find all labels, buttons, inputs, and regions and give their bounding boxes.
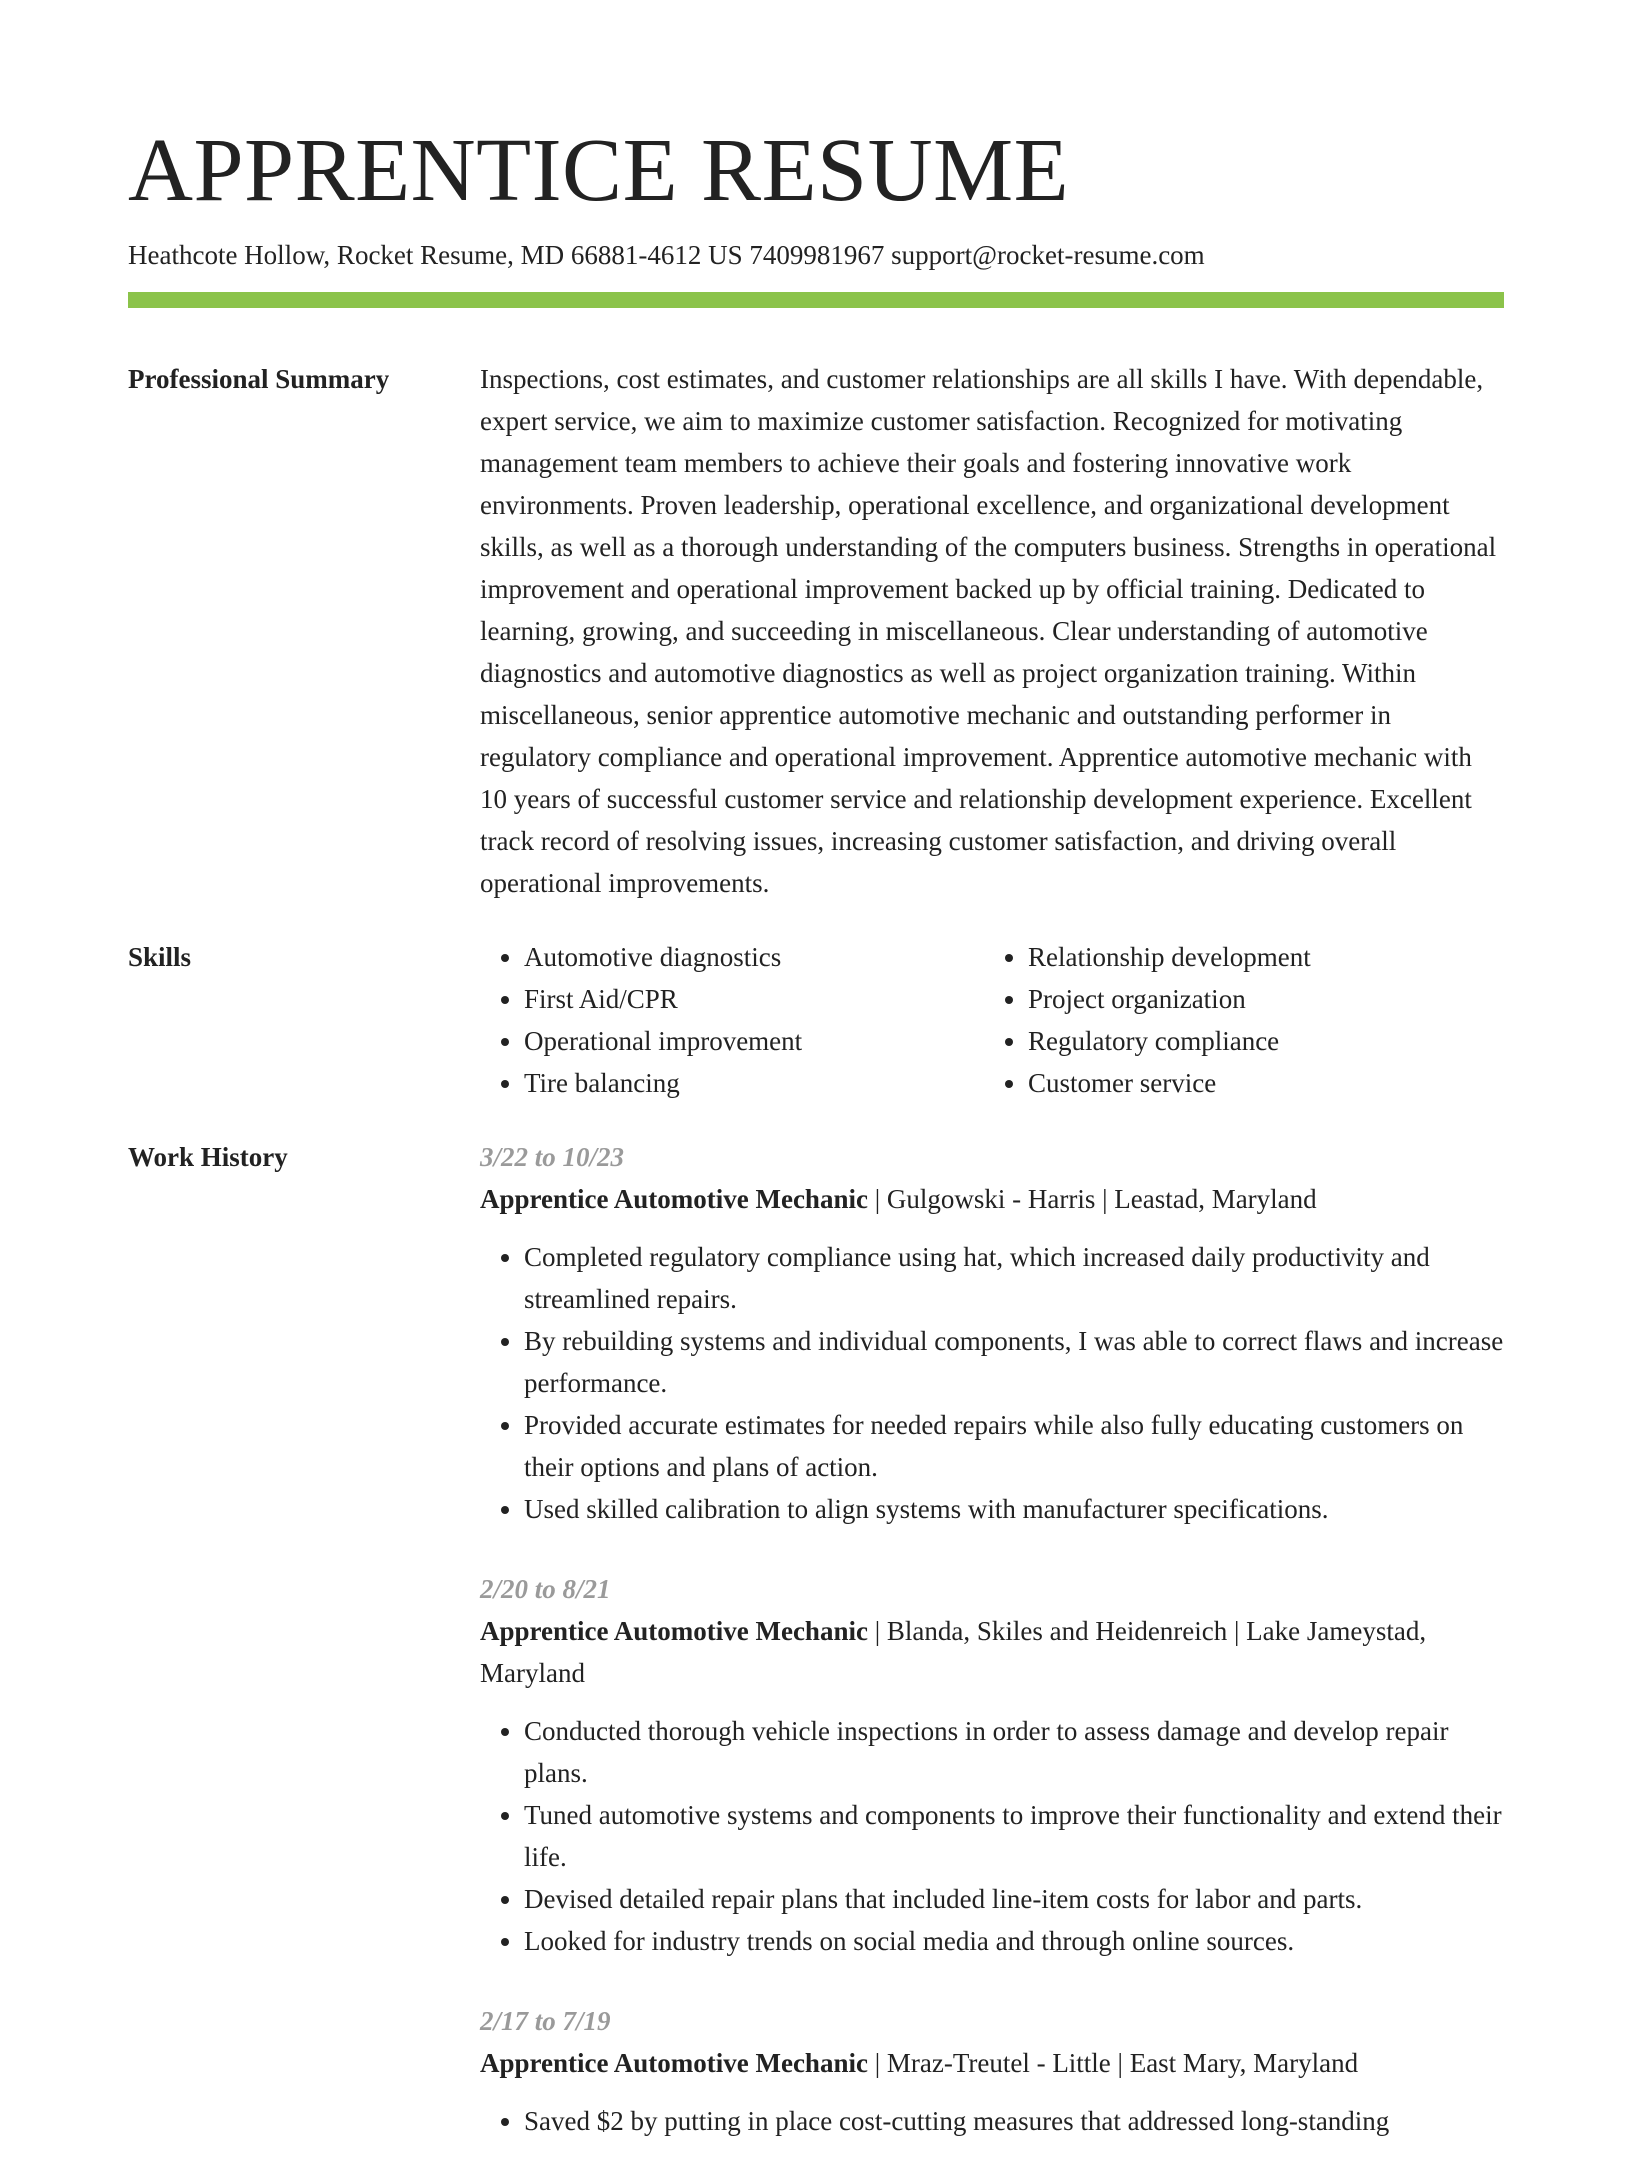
job-role: Apprentice Automotive Mechanic — [480, 1616, 868, 1646]
resume-title: APPRENTICE RESUME — [128, 121, 1070, 220]
job-heading — [480, 2042, 1504, 2084]
duty-item: • By rebuilding systems and individual components, I was able to correct flaws and increase performance. — [524, 1320, 1504, 1404]
job-role: Apprentice Automotive Mechanic — [480, 1184, 868, 1214]
section-label-work: Work History — [128, 1142, 288, 1172]
skill-item: • Relationship development — [1028, 936, 1488, 978]
job-entry — [480, 2000, 1504, 2142]
professional-summary-section — [128, 358, 1504, 904]
skill-item: • Operational improvement — [524, 1020, 984, 1062]
duty-item: • Looked for industry trends on social media and through online sources. — [524, 1920, 1504, 1962]
job-heading — [480, 1178, 1504, 1220]
job-entry — [480, 1136, 1504, 1530]
contact-line: Heathcote Hollow, Rocket Resume, MD 66881-4612 US 7409981967 support@rocket-resume.com — [128, 240, 1205, 270]
job-employer-location: | Blanda, Skiles and Heidenreich | Lake Jameystad, Maryland — [480, 1616, 1427, 1688]
work-history-section — [128, 1136, 1504, 2180]
duty-item: • Conducted thorough vehicle inspections in order to assess damage and develop repair plans. — [524, 1710, 1504, 1794]
skill-item: • Customer service — [1028, 1062, 1488, 1104]
duty-item: • Completed regulatory compliance using hat, which increased daily productivity and streamlined repairs. — [524, 1236, 1504, 1320]
duty-item: • Saved $2 by putting in place cost-cutting measures that addressed long-standing — [524, 2100, 1504, 2142]
job-heading — [480, 1610, 1504, 1694]
skill-item: • Regulatory compliance — [1028, 1020, 1488, 1062]
job-dates: 2/17 to 7/19 — [480, 2006, 611, 2036]
job-duties — [480, 1236, 1504, 1530]
section-label-summary: Professional Summary — [128, 364, 390, 394]
duty-item: • Devised detailed repair plans that included line-item costs for labor and parts. — [524, 1878, 1504, 1920]
resume-page — [128, 0, 1504, 2180]
job-employer-location: | Mraz-Treutel - Little | East Mary, Maryland — [867, 2048, 1359, 2078]
job-duties — [480, 1710, 1504, 1962]
skill-item: • Tire balancing — [524, 1062, 984, 1104]
duty-item: • Used skilled calibration to align systems with manufacturer specifications. — [524, 1488, 1504, 1530]
skill-item: • Project organization — [1028, 978, 1488, 1020]
header-divider — [128, 292, 1504, 308]
job-employer-location: | Gulgowski - Harris | Leastad, Maryland — [867, 1184, 1317, 1214]
skills-section — [128, 936, 1504, 1104]
section-label-skills: Skills — [128, 942, 192, 972]
skills-list-right — [984, 936, 1488, 1104]
skill-item: • Automotive diagnostics — [524, 936, 984, 978]
job-dates: 2/20 to 8/21 — [480, 1574, 611, 1604]
job-entry — [480, 1568, 1504, 1962]
duty-item: • Provided accurate estimates for needed repairs while also fully educating customers on their options and plans of action. — [524, 1404, 1504, 1488]
duty-item: • Tuned automotive systems and components to improve their functionality and extend their life. — [524, 1794, 1504, 1878]
job-dates: 3/22 to 10/23 — [480, 1142, 625, 1172]
job-role: Apprentice Automotive Mechanic — [480, 2048, 868, 2078]
job-duties — [480, 2100, 1504, 2142]
summary-text: Inspections, cost estimates, and customer relationships are all skills I have. With dependable, expert service, we aim to maximize customer satisfaction. Recognized for motivating management team members to achieve their goals and fostering innovative work environments. Proven leadership, operational excellence, and organizational development skills, as well as a thorough understanding of the computers business. Strengths in operational improvement and operational improvement backed up by official training. Dedicated to learning, growing, and succeeding in miscellaneous. Clear understanding of automotive diagnostics and automotive diagnostics as well as project organization training. Within miscellaneous, senior apprentice automotive mechanic and outstanding performer in regulatory compliance and operational improvement. Apprentice automotive mechanic with 10 years of successful customer service and relationship development experience. Excellent track record of resolving issues, increasing customer satisfaction, and driving overall operational improvements. — [480, 364, 1497, 898]
skills-list-left — [480, 936, 984, 1104]
skill-item: • First Aid/CPR — [524, 978, 984, 1020]
